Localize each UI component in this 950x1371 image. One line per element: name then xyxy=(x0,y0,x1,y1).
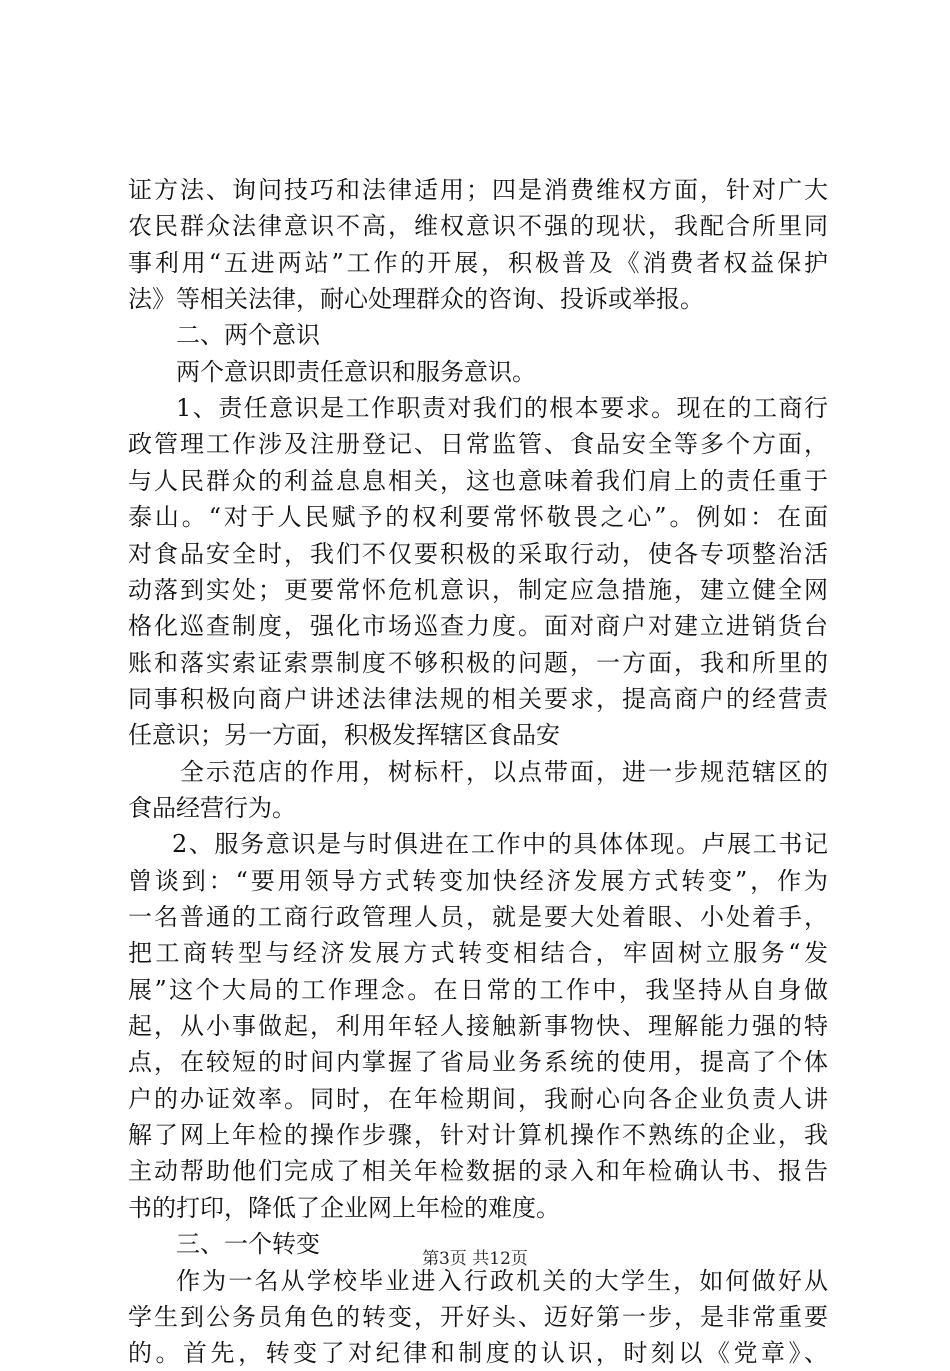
text-line: 展”这个大局的工作理念。在日常的工作中，我坚持从自身做 xyxy=(128,975,828,1004)
text-line: 作为一名从学校毕业进入行政机关的大学生，如何做好从 xyxy=(176,1266,828,1295)
text-line: 政管理工作涉及注册登记、日常监管、食品安全等多个方面， xyxy=(128,430,828,459)
text-line: 与人民群众的利益息息相关，这也意味着我们肩上的责任重于 xyxy=(128,466,828,495)
text-line: 泰山。“对于人民赋予的权利要常怀敬畏之心”。例如：在面 xyxy=(128,503,828,532)
text-line: 户的办证效率。同时，在年检期间，我耐心向各企业负责人讲 xyxy=(128,1084,828,1113)
text-line: 起，从小事做起，利用年轻人接触新事物快、理解能力强的特 xyxy=(128,1012,828,1041)
text-line: 法》等相关法律，耐心处理群众的咨询、投诉或举报。 xyxy=(128,285,704,314)
text-line: 两个意识即责任意识和服务意识。 xyxy=(176,357,536,386)
text-line: 同事积极向商户讲述法律法规的相关要求，提高商户的经营责 xyxy=(128,684,828,713)
text-line: 账和落实索证索票制度不够积极的问题，一方面，我和所里的 xyxy=(128,648,828,677)
text-line: 点，在较短的时间内掌握了省局业务系统的使用，提高了个体 xyxy=(128,1048,828,1077)
text-line: 的。首先，转变了对纪律和制度的认识，时刻以《党章》、 xyxy=(128,1339,828,1368)
text-line: 曾谈到：“要用领导方式转变加快经济发展方式转变”，作为 xyxy=(128,866,828,895)
text-line: 一名普通的工商行政管理人员，就是要大处着眼、小处着手， xyxy=(128,903,828,931)
text-line: 把工商转型与经济发展方式转变相结合，牢固树立服务“发 xyxy=(128,939,828,968)
text-line: 全示范店的作用，树标杆，以点带面，进一步规范辖区的 xyxy=(180,757,828,786)
text-line: 任意识；另一方面，积极发挥辖区食品安 xyxy=(128,721,560,750)
text-line: 食品经营行为。 xyxy=(128,793,296,822)
text-line: 2、服务意识是与时俱进在工作中的具体体现。卢展工书记 xyxy=(172,830,828,859)
text-line: 格化巡查制度，强化市场巡查力度。面对商户对建立进销货台 xyxy=(128,612,828,641)
text-line: 事利用“五进两站”工作的开展，积极普及《消费者权益保护 xyxy=(128,248,828,277)
text-line: 三、一个转变 xyxy=(176,1230,320,1259)
text-line: 学生到公务员角色的转变，开好头、迈好第一步，是非常重要 xyxy=(128,1302,828,1331)
text-line: 二、两个意识 xyxy=(176,321,320,350)
page-footer: 第3页 共12页 xyxy=(422,1249,528,1269)
text-line: 解了网上年检的操作步骤，针对计算机操作不熟练的企业，我 xyxy=(128,1121,828,1150)
text-line: 对食品安全时，我们不仅要积极的采取行动，使各专项整治活 xyxy=(128,539,828,568)
text-line: 1、责任意识是工作职责对我们的根本要求。现在的工商行 xyxy=(176,394,828,423)
text-line: 主动帮助他们完成了相关年检数据的录入和年检确认书、报告 xyxy=(128,1157,828,1186)
text-line: 农民群众法律意识不高，维权意识不强的现状，我配合所里同 xyxy=(128,212,828,241)
text-line: 动落到实处；更要常怀危机意识，制定应急措施，建立健全网 xyxy=(128,575,828,604)
text-line: 书的打印，降低了企业网上年检的难度。 xyxy=(128,1193,560,1222)
text-line: 证方法、询问技巧和法律适用；四是消费维权方面，针对广大 xyxy=(128,176,828,204)
